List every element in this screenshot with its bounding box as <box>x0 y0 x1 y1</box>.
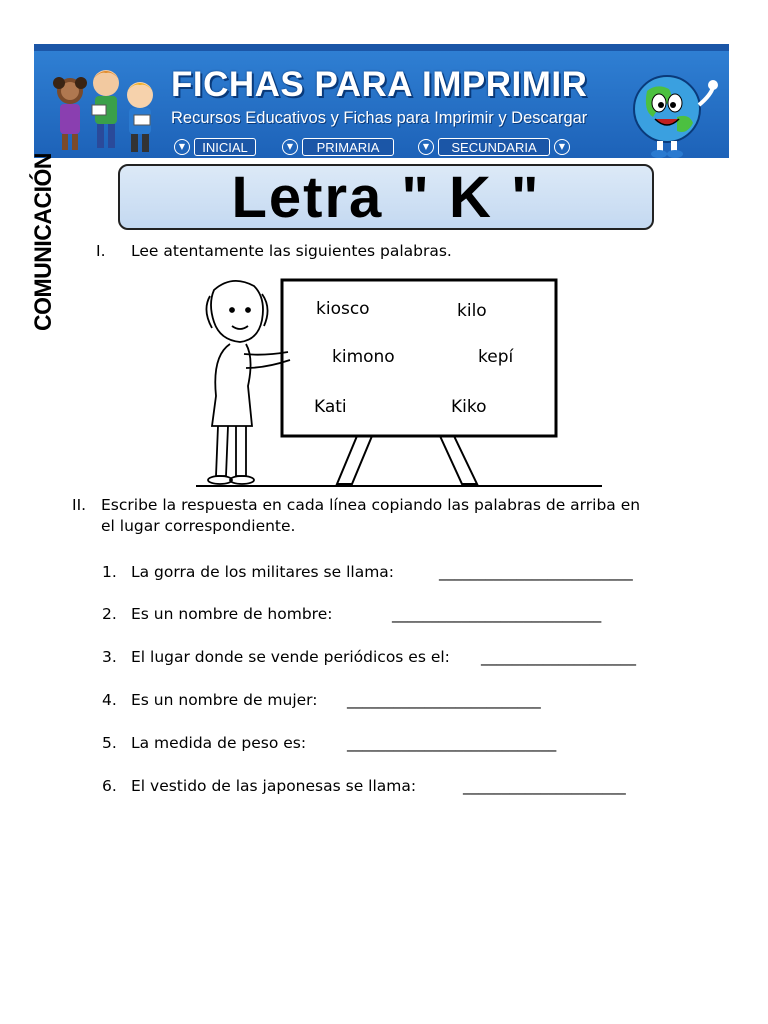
section2-instruction-line2: el lugar correspondiente. <box>101 517 296 535</box>
answer-blank[interactable]: _________________________ <box>347 691 541 709</box>
header-banner <box>34 44 729 158</box>
question-text: Es un nombre de mujer: <box>131 691 318 709</box>
board-word: Kati <box>314 397 347 417</box>
children-illustration-icon <box>42 57 164 157</box>
question-number: 1. <box>102 563 117 581</box>
nav-secundaria-label[interactable]: SECUNDARIA <box>438 138 550 156</box>
nav-primaria[interactable] <box>282 137 394 157</box>
board-word: Kiko <box>451 397 487 417</box>
board-word: kilo <box>457 301 487 321</box>
section2-numeral: II. <box>72 496 87 514</box>
question-number: 5. <box>102 734 117 752</box>
question-text: La medida de peso es: <box>131 734 307 752</box>
board-word: kimono <box>332 347 395 367</box>
question-text: El vestido de las japonesas se llama: <box>131 777 417 795</box>
globe-mascot-icon <box>617 65 723 159</box>
board-word: kepí <box>478 347 514 367</box>
answer-blank[interactable]: ___________________________ <box>347 734 557 752</box>
question-number: 2. <box>102 605 117 623</box>
nav-primaria-label[interactable]: PRIMARIA <box>302 138 394 156</box>
worksheet-title: Letra " K " <box>231 164 541 230</box>
arrow-down-icon: ▼ <box>554 139 570 155</box>
subject-label: COMUNICACIÓN <box>29 153 57 331</box>
section1-numeral: I. <box>96 242 106 260</box>
question-number: 4. <box>102 691 117 709</box>
section1-instruction: Lee atentamente las siguientes palabras. <box>131 242 452 260</box>
section2-instruction-line1: Escribe la respuesta en cada línea copiando las palabras de arriba en <box>101 496 641 514</box>
site-subtitle: Recursos Educativos y Fichas para Imprimir y Descargar <box>171 109 588 127</box>
site-title: FICHAS PARA IMPRIMIR <box>171 65 588 104</box>
nav-inicial[interactable] <box>174 137 256 157</box>
answer-blank[interactable]: ___________________________ <box>392 605 602 623</box>
worksheet-title-box <box>118 164 654 230</box>
answer-blank[interactable]: ____________________ <box>481 648 636 666</box>
question-number: 6. <box>102 777 117 795</box>
arrow-down-icon: ▼ <box>282 139 298 155</box>
teacher-board-illustration <box>192 276 604 492</box>
arrow-down-icon: ▼ <box>418 139 434 155</box>
answer-blank[interactable]: _________________________ <box>439 563 633 581</box>
question-text: El lugar donde se vende periódicos es el: <box>131 648 450 666</box>
answer-blank[interactable]: _____________________ <box>463 777 626 795</box>
nav-secundaria[interactable] <box>418 137 570 157</box>
nav-inicial-label[interactable]: INICIAL <box>194 138 256 156</box>
teacher-board-icon <box>192 276 604 492</box>
arrow-down-icon: ▼ <box>174 139 190 155</box>
question-text: Es un nombre de hombre: <box>131 605 333 623</box>
question-number: 3. <box>102 648 117 666</box>
question-text: La gorra de los militares se llama: <box>131 563 395 581</box>
board-word: kiosco <box>316 299 370 319</box>
